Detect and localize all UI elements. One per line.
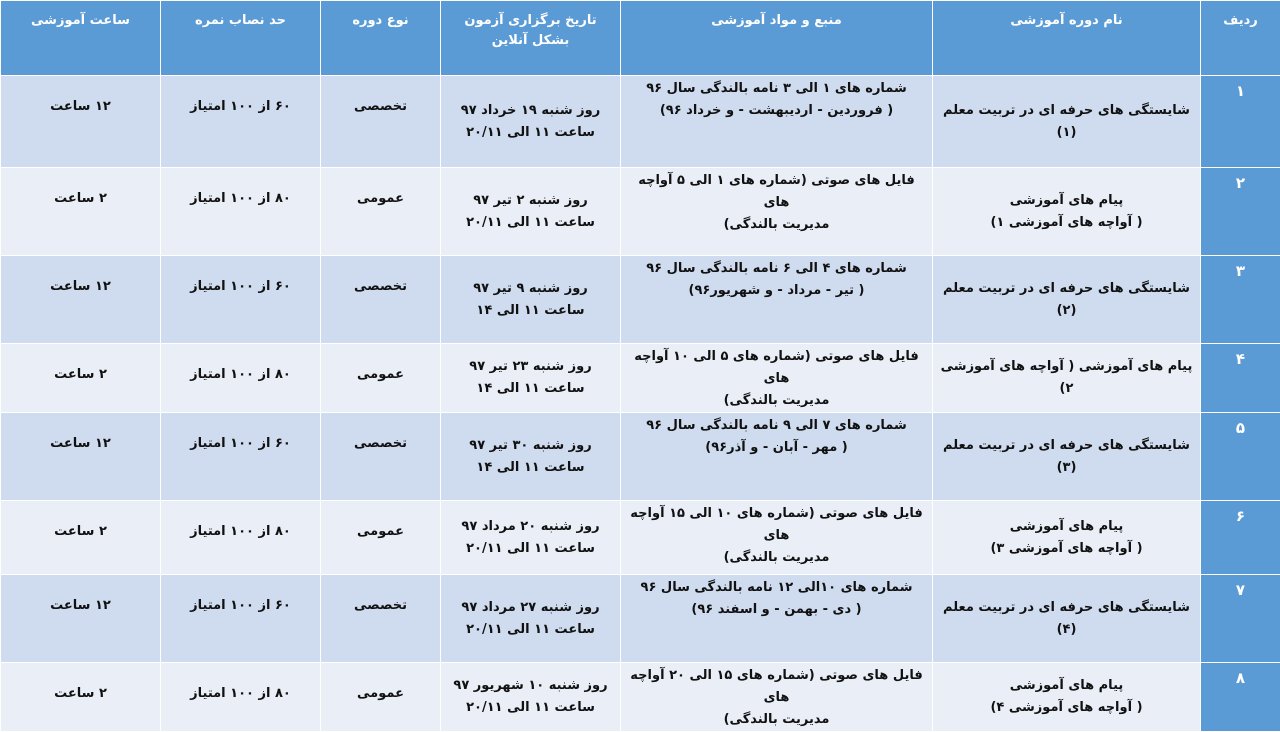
exam-date-line: ساعت ۱۱ الی ۱۴ <box>447 300 614 322</box>
pass-score-cell: ۶۰ از ۱۰۰ امتیاز <box>161 256 321 344</box>
header-training-hours: ساعت آموزشی <box>1 1 161 76</box>
row-number: ۵ <box>1201 413 1280 501</box>
table-row <box>1 168 1280 256</box>
source-line: شماره های ۱۰الی ۱۲ نامه بالندگی سال ۹۶ <box>627 577 926 599</box>
course-type-cell: عمومی <box>321 501 441 575</box>
source-line: فایل های صوتی (شماره های ۱ الی ۵ آواچه های <box>627 170 926 214</box>
source-line: مدیریت بالندگی) <box>627 214 926 236</box>
source-line: فایل های صوتی (شماره های ۱۰ الی ۱۵ آواچه های <box>627 503 926 547</box>
table-row <box>1 256 1280 344</box>
exam-date-cell <box>441 575 621 663</box>
course-name-cell <box>933 501 1201 575</box>
source-cell <box>621 663 933 732</box>
row-number: ۱ <box>1201 76 1280 168</box>
course-type-cell: تخصصی <box>321 575 441 663</box>
table-row <box>1 663 1280 732</box>
course-type-cell: عمومی <box>321 168 441 256</box>
exam-date-line: روز شنبه ۲۰ مرداد ۹۷ <box>447 516 614 538</box>
table-row <box>1 413 1280 501</box>
course-type-cell: عمومی <box>321 344 441 413</box>
pass-score-cell: ۶۰ از ۱۰۰ امتیاز <box>161 76 321 168</box>
row-number: ۷ <box>1201 575 1280 663</box>
source-line: ( مهر - آبان - و آذر۹۶) <box>627 437 926 459</box>
table-row <box>1 575 1280 663</box>
source-line: فایل های صوتی (شماره های ۵ الی ۱۰ آواچه های <box>627 346 926 390</box>
source-line: مدیریت بالندگی) <box>627 709 926 731</box>
exam-date-line: روز شنبه ۲ تیر ۹۷ <box>447 190 614 212</box>
course-name-line: شایستگی های حرفه ای در تربیت معلم (۱) <box>939 100 1194 144</box>
header-source: منبع و مواد آموزشی <box>621 1 933 76</box>
course-name-line: شایستگی های حرفه ای در تربیت معلم (۴) <box>939 597 1194 641</box>
row-number: ۴ <box>1201 344 1280 413</box>
training-hours-cell: ۱۲ ساعت <box>1 413 161 501</box>
course-name-cell <box>933 168 1201 256</box>
course-name-line: پیام های آموزشی <box>939 675 1194 697</box>
row-number: ۳ <box>1201 256 1280 344</box>
training-hours-cell: ۱۲ ساعت <box>1 76 161 168</box>
exam-date-line: روز شنبه ۱۰ شهریور ۹۷ <box>447 675 614 697</box>
course-name-cell <box>933 575 1201 663</box>
source-cell <box>621 344 933 413</box>
pass-score-cell: ۶۰ از ۱۰۰ امتیاز <box>161 575 321 663</box>
source-line: مدیریت بالندگی) <box>627 390 926 412</box>
source-cell <box>621 256 933 344</box>
course-name-line: پیام های آموزشی <box>939 190 1194 212</box>
source-line: شماره های ۴ الی ۶ نامه بالندگی سال ۹۶ <box>627 258 926 280</box>
row-number: ۶ <box>1201 501 1280 575</box>
source-line: شماره های ۱ الی ۳ نامه بالندگی سال ۹۶ <box>627 78 926 100</box>
exam-date-line: ساعت ۱۱ الی ۲۰/۱۱ <box>447 619 614 641</box>
training-hours-cell: ۲ ساعت <box>1 168 161 256</box>
course-type-cell: تخصصی <box>321 256 441 344</box>
training-hours-cell: ۲ ساعت <box>1 663 161 732</box>
exam-date-cell <box>441 168 621 256</box>
header-row <box>1 1 1280 76</box>
exam-date-cell <box>441 413 621 501</box>
exam-date-line: روز شنبه ۱۹ خرداد ۹۷ <box>447 100 614 122</box>
course-type-cell: تخصصی <box>321 413 441 501</box>
pass-score-cell: ۸۰ از ۱۰۰ امتیاز <box>161 168 321 256</box>
source-line: ( دی - بهمن - و اسفند ۹۶) <box>627 599 926 621</box>
course-name-line: شایستگی های حرفه ای در تربیت معلم (۳) <box>939 435 1194 479</box>
exam-date-line: روز شنبه ۹ تیر ۹۷ <box>447 278 614 300</box>
row-number: ۲ <box>1201 168 1280 256</box>
pass-score-cell: ۸۰ از ۱۰۰ امتیاز <box>161 344 321 413</box>
header-pass-score: حد نصاب نمره <box>161 1 321 76</box>
source-line: ( فروردین - اردیبهشت - و خرداد ۹۶) <box>627 100 926 122</box>
training-hours-cell: ۱۲ ساعت <box>1 256 161 344</box>
source-cell <box>621 413 933 501</box>
header-course-name: نام دوره آموزشی <box>933 1 1201 76</box>
exam-date-line: روز شنبه ۲۷ مرداد ۹۷ <box>447 597 614 619</box>
table-row <box>1 501 1280 575</box>
source-cell <box>621 575 933 663</box>
course-type-cell: عمومی <box>321 663 441 732</box>
header-exam-date: تاریخ برگزاری آزمون بشکل آنلاین <box>441 1 621 76</box>
exam-date-line: ساعت ۱۱ الی ۲۰/۱۱ <box>447 697 614 719</box>
pass-score-cell: ۶۰ از ۱۰۰ امتیاز <box>161 413 321 501</box>
training-hours-cell: ۲ ساعت <box>1 501 161 575</box>
course-name-cell <box>933 663 1201 732</box>
source-line: مدیریت بالندگی) <box>627 547 926 569</box>
exam-date-line: ساعت ۱۱ الی ۲۰/۱۱ <box>447 212 614 234</box>
exam-date-line: روز شنبه ۳۰ تیر ۹۷ <box>447 435 614 457</box>
course-name-cell <box>933 344 1201 413</box>
course-name-line: شایستگی های حرفه ای در تربیت معلم (۲) <box>939 278 1194 322</box>
source-line: شماره های ۷ الی ۹ نامه بالندگی سال ۹۶ <box>627 415 926 437</box>
source-cell <box>621 501 933 575</box>
exam-date-cell <box>441 344 621 413</box>
exam-date-line: ساعت ۱۱ الی ۱۴ <box>447 457 614 479</box>
exam-date-line: ساعت ۱۱ الی ۱۴ <box>447 378 614 400</box>
exam-date-line: روز شنبه ۲۳ تیر ۹۷ <box>447 356 614 378</box>
exam-date-line: ساعت ۱۱ الی ۲۰/۱۱ <box>447 538 614 560</box>
source-cell <box>621 76 933 168</box>
course-name-cell <box>933 76 1201 168</box>
header-row-number: ردیف <box>1201 1 1280 76</box>
header-course-type: نوع دوره <box>321 1 441 76</box>
course-type-cell: تخصصی <box>321 76 441 168</box>
pass-score-cell: ۸۰ از ۱۰۰ امتیاز <box>161 663 321 732</box>
source-line: ( تیر - مرداد - و شهریور۹۶) <box>627 280 926 302</box>
exam-date-cell <box>441 663 621 732</box>
course-name-cell <box>933 413 1201 501</box>
exam-date-cell <box>441 501 621 575</box>
course-name-line: ( آواچه های آموزشی ۱) <box>939 212 1194 234</box>
training-hours-cell: ۱۲ ساعت <box>1 575 161 663</box>
exam-date-cell <box>441 256 621 344</box>
source-line: فایل های صوتی (شماره های ۱۵ الی ۲۰ آواچه های <box>627 665 926 709</box>
exam-date-cell <box>441 76 621 168</box>
pass-score-cell: ۸۰ از ۱۰۰ امتیاز <box>161 501 321 575</box>
source-cell <box>621 168 933 256</box>
course-name-line: پیام های آموزشی <box>939 516 1194 538</box>
course-name-cell <box>933 256 1201 344</box>
course-name-line: پیام های آموزشی ( آواچه های آموزشی ۲) <box>939 356 1194 400</box>
row-number: ۸ <box>1201 663 1280 732</box>
training-hours-cell: ۲ ساعت <box>1 344 161 413</box>
course-name-line: ( آواچه های آموزشی ۴) <box>939 697 1194 719</box>
exam-date-line: ساعت ۱۱ الی ۲۰/۱۱ <box>447 122 614 144</box>
course-name-line: ( آواچه های آموزشی ۳) <box>939 538 1194 560</box>
table-row <box>1 344 1280 413</box>
table-row <box>1 76 1280 168</box>
